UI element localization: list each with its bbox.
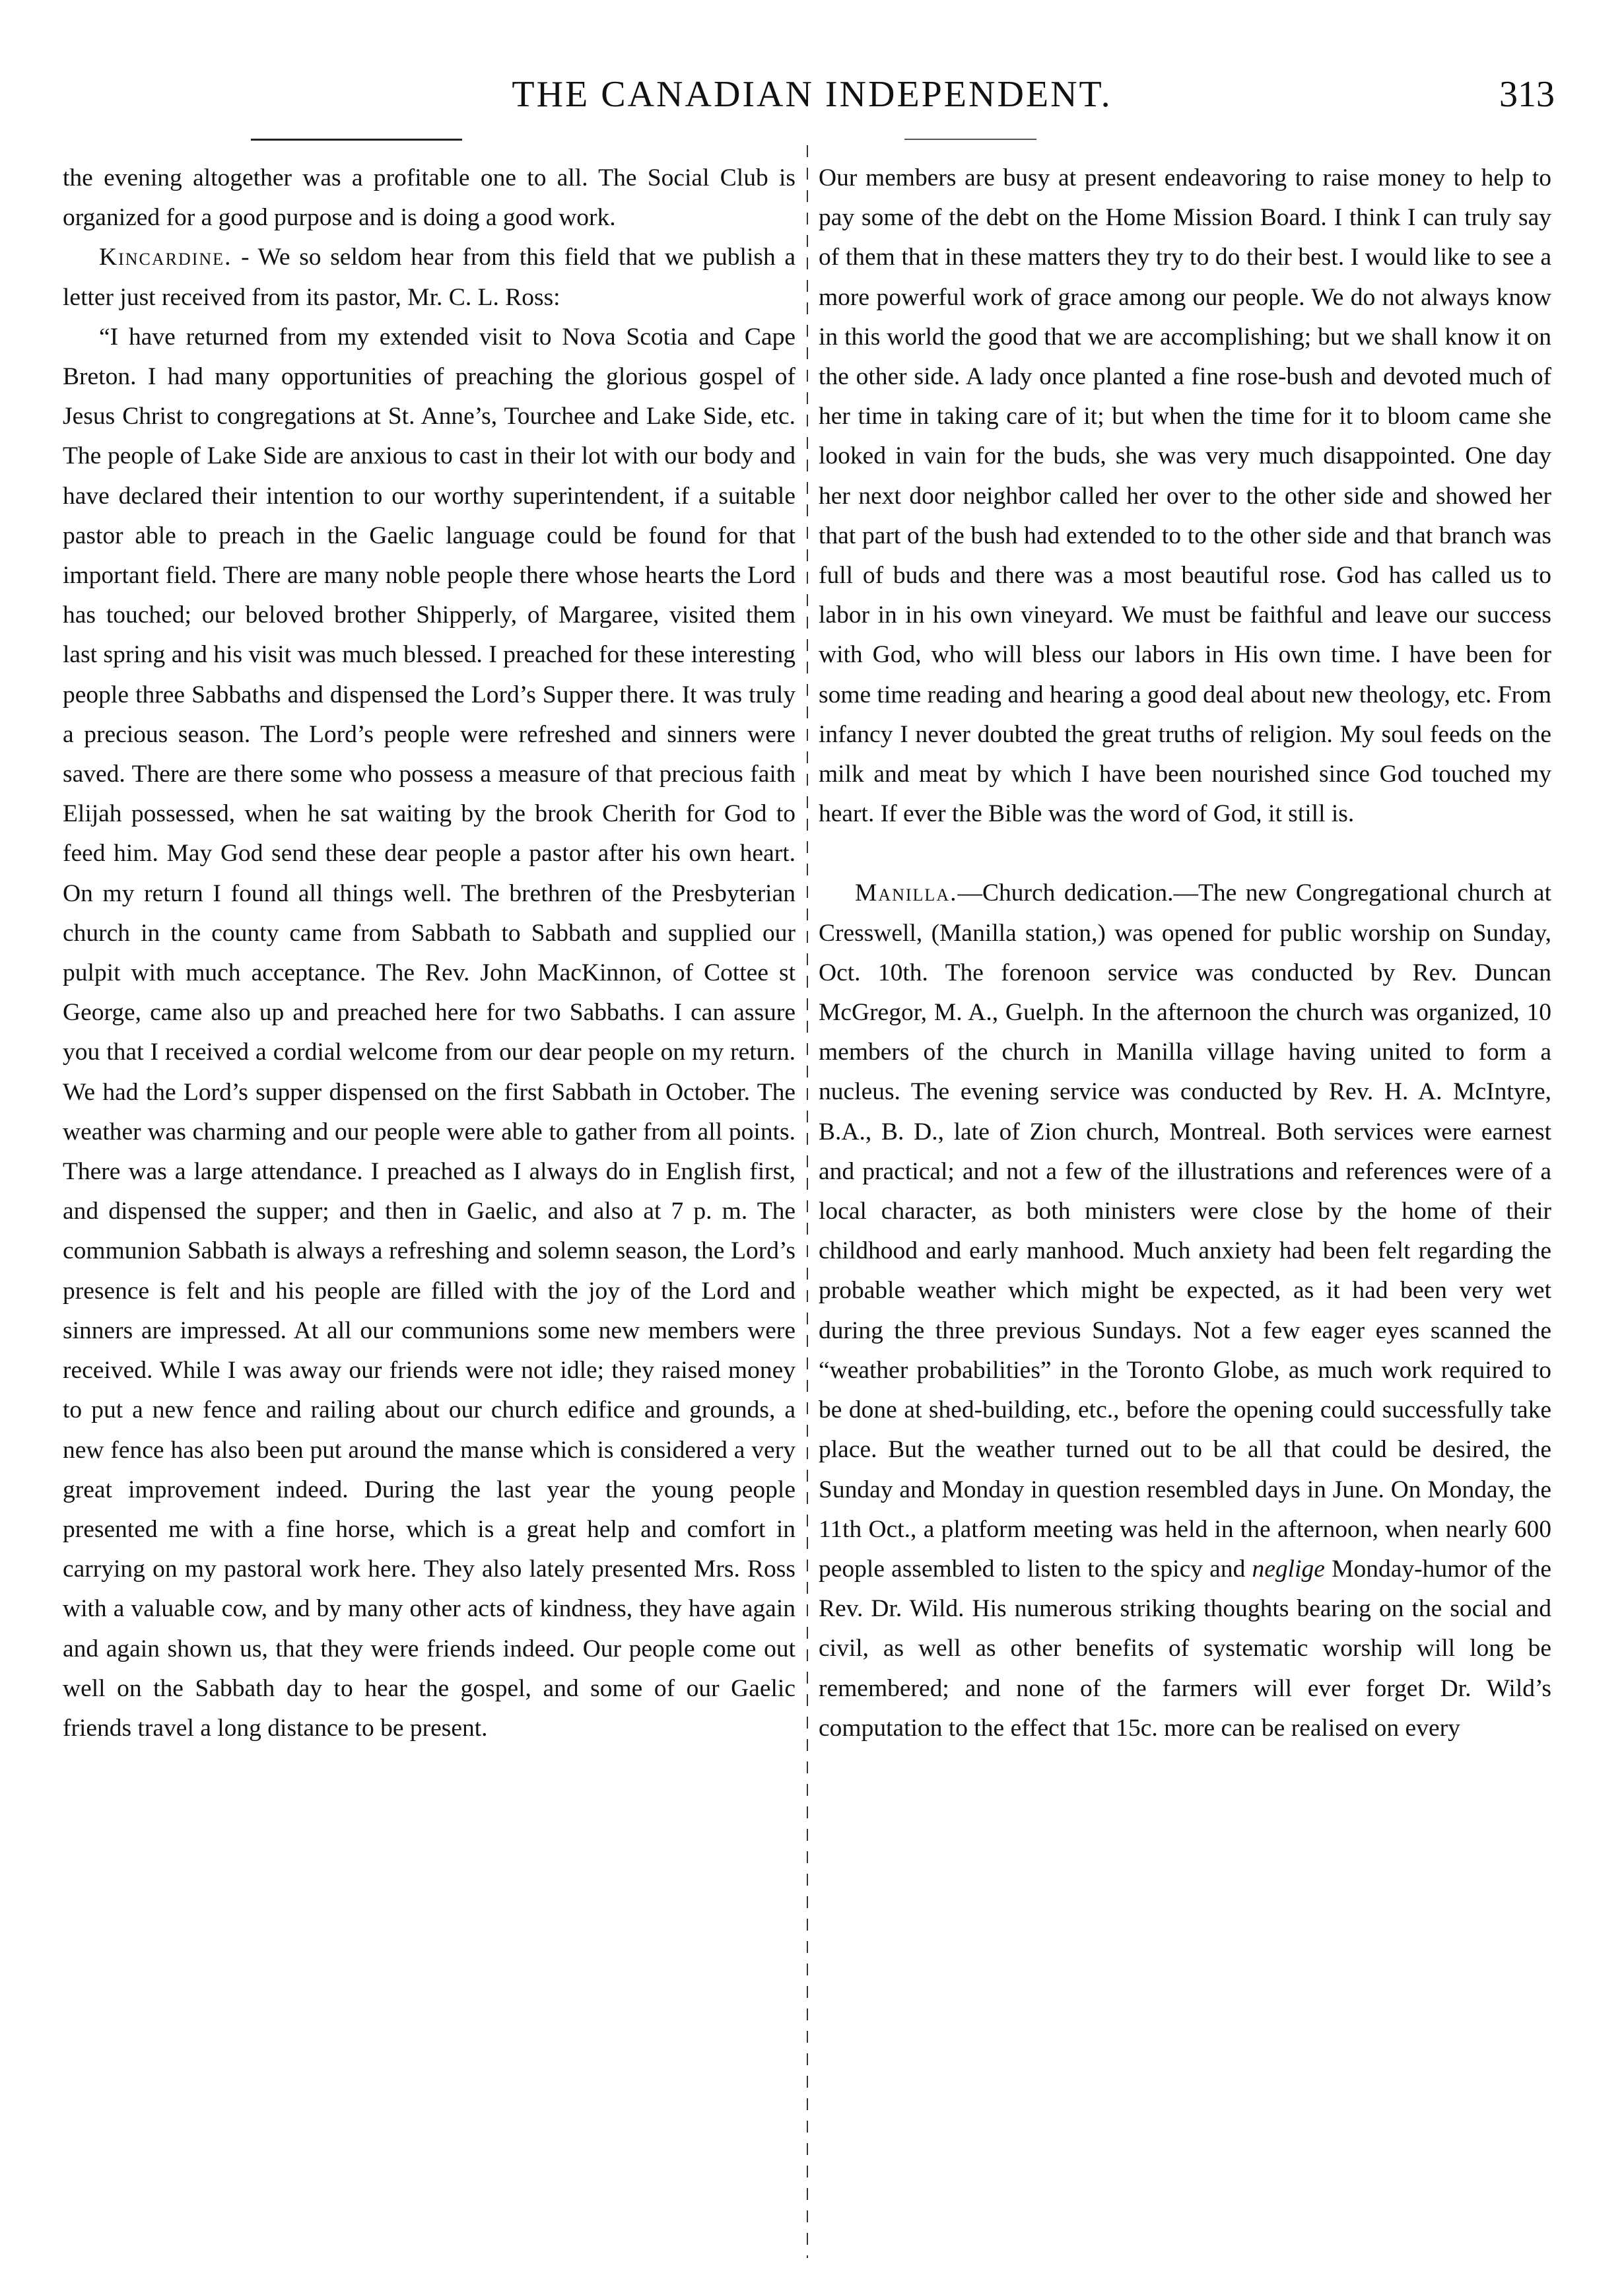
left-column	[63, 158, 795, 1748]
paragraph-ross-letter: “I have returned from my extended visit to Nova Scotia and Cape Breton. I had many opportunities of preaching the glorious gospel of Jesus Christ to congregations at St. Anne’s, Tourchee and Lake Side, etc. The people of Lake Side are anxious to cast in their lot with our body and have declared their intention to our worthy superintendent, if a suitable pastor able to preach in the Gaelic language could be found for that important field. There are many noble people there whose hearts the Lord has touched; our beloved brother Shipperly, of Margaree, visited them last spring and his visit was much blessed. I preached for these interesting people three Sabbaths and dispensed the Lord’s Supper there. It was truly a precious season. The Lord’s people were refreshed and sinners were saved. There are there some who possess a measure of that precious faith Elijah possessed, when he sat waiting by the brook Cherith for God to feed him. May God send these dear people a pastor after his own heart. On my return I found all things well. The brethren of the Presbyterian church in the county came from Sabbath to Sabbath and supplied our pulpit with much acceptance. The Rev. John MacKinnon, of Cottee st George, came also up and preached here for two Sabbaths. I can assure you that I received a cordial welcome from our dear people on my return. We had the Lord’s supper dispensed on the first Sabbath in October. The weather was charming and our people were able to gather from all points. There was a large attendance. I preached as I always do in English first, and dispensed the supper; and then in Gaelic, and also at 7 p. m. The communion Sabbath is always a refreshing and solemn season, the Lord’s presence is felt and his people are filled with the joy of the Lord and sinners are impressed. At all our communions some new members were received. While I was away our friends were not idle; they raised money to put a new fence and railing about our church edifice and grounds, a new fence has also been put around the manse which is considered a very great improvement indeed. During the last year the young people presented me with a fine horse, which is a great help and comfort in carrying on my pastoral work here. They also lately presented Mrs. Ross with a valuable cow, and by many other acts of kindness, they have again and again shown us, that they were friends indeed. Our people come out well on the Sabbath day to hear the gospel, and some of our Gaelic friends travel a long distance to be present.	[63, 323, 795, 1742]
publication-title: THE CANADIAN INDEPENDENT.	[512, 74, 1112, 115]
manilla-text-part1: —Church dedication.—The new Congregational church at Cresswell, (Manilla station,) was opened for public worship on Sunday, Oct. 10th. The forenoon service was conducted by Rev. Duncan McGregor, M. A., Guelph. In the afternoon the church was organized, 10 members of the church in Manilla village having united to form a nucleus. The evening service was conducted by Rev. H. A. McIntyre, B.A., B. D., late of Zion church, Montreal. Both services were earnest and practical; and not a few of the illustrations and references were of a local character, as both ministers were close by the home of their childhood and early manhood. Much anxiety had been felt regarding the probable weather which might be expected, as it had been very wet during the three previous Sundays. Not a few eager eyes scanned the “weather probabilities” in the Toronto Globe, as much work required to be done at shed-building, etc., before the opening could successfully take place. But the weather turned out to be all that could be desired, the Sunday and Monday in question resembled days in June. On Monday, the 11th Oct., a platform meeting was held in the afternoon, when nearly 600 people assembled to listen to the spicy and	[819, 879, 1551, 1583]
page-number: 313	[1499, 74, 1555, 115]
kincardine-intro-text: - We so seldom hear from this field that we publish a letter just received from its pastor, Mr. C. L. Ross:	[63, 244, 795, 311]
section-heading-kincardine: Kincardine.	[99, 244, 232, 271]
right-column	[819, 158, 1551, 1748]
header-rule-right	[904, 139, 1036, 140]
paragraph-kincardine-intro	[63, 238, 795, 317]
paragraph-manilla	[819, 873, 1551, 1748]
manilla-italic-word: neglige	[1252, 1555, 1325, 1583]
paragraph-ross-letter-continued: Our members are busy at present endeavoring to raise money to help to pay some of the debt on the Home Mission Board. I think I can truly say of them that in these matters they try to do their best. I would like to see a more powerful work of grace among our people. We do not always know in this world the good that we are accomplishing; but we shall know it on the other side. A lady once planted a fine rose-bush and devoted much of her time in taking care of it; but when the time for it to bloom came she looked in vain for the buds, she was very much disappointed. One day her next door neighbor called her over to the other side and showed her that part of the bush had extended to to the other side and that branch was full of buds and there was a most beautiful rose. God has called us to labor in in his own vineyard. We must be faithful and leave our success with God, who will bless our labors in His own time. I have been for some time reading and hearing a good deal about new theology, etc. From infancy I never doubted the great truths of religion. My soul feeds on the milk and meat by which I have been nourished since God touched my heart. If ever the Bible was the word of God, it still is.	[819, 164, 1551, 828]
page-header	[63, 71, 1561, 124]
manilla-text-part2: Monday-humor of the Rev. Dr. Wild. His numerous striking thoughts bearing on the social and civil, as well as other benefits of systematic worship will long be remembered; and none of the farmers will ever forget Dr. Wild’s computation to the effect that 15c. more can be realised on every	[819, 1555, 1551, 1742]
section-heading-manilla: Manilla.	[855, 879, 958, 907]
column-divider	[807, 145, 808, 2258]
header-rule-left	[251, 139, 462, 141]
paragraph-social-club: the evening altogether was a profitable one to all. The Social Club is organized for a good purpose and is doing a good work.	[63, 164, 795, 232]
